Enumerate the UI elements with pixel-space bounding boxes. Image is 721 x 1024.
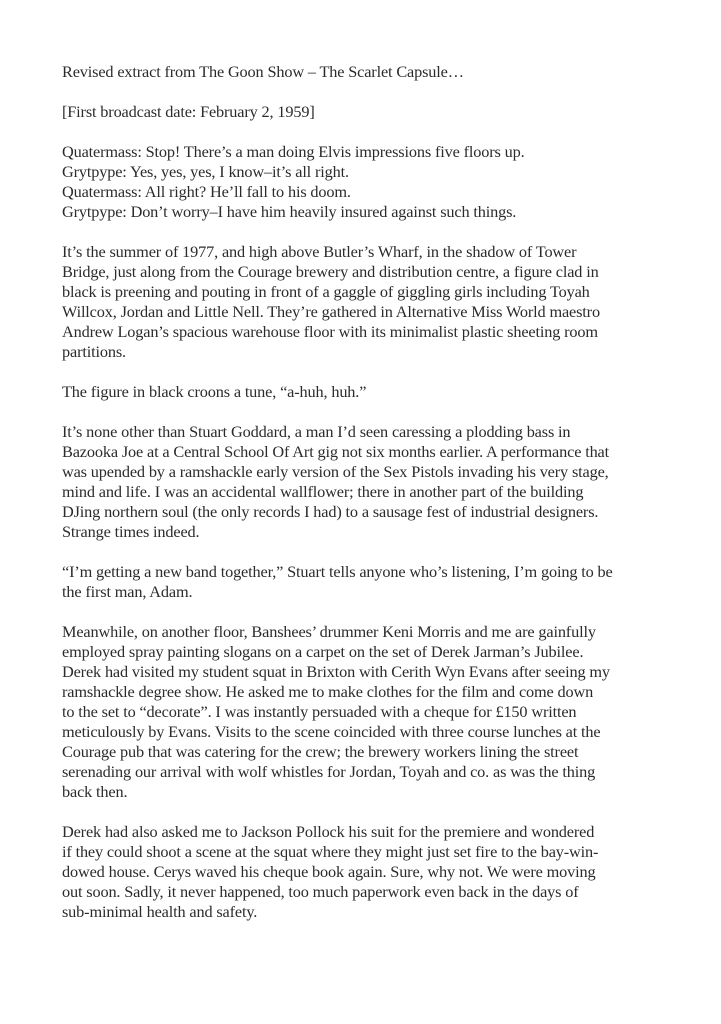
dialogue-block <box>62 142 702 222</box>
text-line: Strange times indeed. <box>62 522 200 541</box>
text-line: Bazooka Joe at a Central School Of Art gig not six months earlier. A performance that <box>62 442 610 461</box>
text-line: It’s none other than Stuart Goddard, a man I’d seen caressing a plodding bass in <box>62 422 571 441</box>
dialogue-line: Quatermass: Stop! There’s a man doing Elvis impressions five floors up. <box>62 142 525 161</box>
text-line: meticulously by Evans. Visits to the scene coincided with three course lunches at the <box>62 722 601 741</box>
text-line: Derek had also asked me to Jackson Pollock his suit for the premiere and wondered <box>62 822 595 841</box>
text-line: It’s the summer of 1977, and high above Butler’s Wharf, in the shadow of Tower <box>62 242 577 261</box>
paragraph-new-band <box>62 562 702 602</box>
text-line: mind and life. I was an accidental wallflower; there in another part of the building <box>62 482 584 501</box>
text-line: out soon. Sadly, it never happened, too much paperwork even back in the days of <box>62 882 579 901</box>
text-line: partitions. <box>62 342 126 361</box>
text-line: “I’m getting a new band together,” Stuart tells anyone who’s listening, I’m going to be <box>62 562 613 581</box>
broadcast-line: [First broadcast date: February 2, 1959] <box>62 102 315 121</box>
paragraph-butlers-wharf <box>62 242 702 362</box>
text-line: Andrew Logan’s spacious warehouse floor with its minimalist plastic sheeting room <box>62 322 598 341</box>
text-line: Derek had visited my student squat in Brixton with Cerith Wyn Evans after seeing my <box>62 662 610 681</box>
broadcast-date <box>62 102 702 122</box>
paragraph-stuart-goddard <box>62 422 702 542</box>
text-line: was upended by a ramshackle early version of the Sex Pistols invading his very stage, <box>62 462 609 481</box>
text-line: back then. <box>62 782 128 801</box>
text-line: Meanwhile, on another floor, Banshees’ drummer Keni Morris and me are gainfully <box>62 622 596 641</box>
text-line: black is preening and pouting in front of a gaggle of giggling girls including Toyah <box>62 282 590 301</box>
text-line: The figure in black croons a tune, “a-huh, huh.” <box>62 382 367 401</box>
dialogue-line: Quatermass: All right? He’ll fall to his doom. <box>62 182 351 201</box>
dialogue-line: Grytpype: Don’t worry–I have him heavily insured against such things. <box>62 202 517 221</box>
paragraph-jubilee <box>62 622 702 802</box>
dialogue-line: Grytpype: Yes, yes, yes, I know–it’s all right. <box>62 162 349 181</box>
paragraph-jackson-pollock <box>62 822 702 922</box>
text-line: if they could shoot a scene at the squat where they might just set fire to the bay-win- <box>62 842 599 861</box>
text-line: dowed house. Cerys waved his cheque book again. Sure, why not. We were moving <box>62 862 596 881</box>
document-title <box>62 62 702 82</box>
text-line: the first man, Adam. <box>62 582 193 601</box>
text-line: to the set to “decorate”. I was instantly persuaded with a cheque for £150 written <box>62 702 577 721</box>
document-page <box>62 62 702 942</box>
paragraph-figure-croons <box>62 382 702 402</box>
title-line: Revised extract from The Goon Show – The Scarlet Capsule… <box>62 62 464 81</box>
text-line: Willcox, Jordan and Little Nell. They’re gathered in Alternative Miss World maestro <box>62 302 600 321</box>
text-line: serenading our arrival with wolf whistles for Jordan, Toyah and co. as was the thing <box>62 762 596 781</box>
text-line: employed spray painting slogans on a carpet on the set of Derek Jarman’s Jubilee. <box>62 642 584 661</box>
text-line: ramshackle degree show. He asked me to make clothes for the film and come down <box>62 682 594 701</box>
text-line: sub-minimal health and safety. <box>62 902 258 921</box>
text-line: DJing northern soul (the only records I had) to a sausage fest of industrial designers. <box>62 502 599 521</box>
text-line: Bridge, just along from the Courage brewery and distribution centre, a figure clad in <box>62 262 599 281</box>
text-line: Courage pub that was catering for the crew; the brewery workers lining the street <box>62 742 579 761</box>
